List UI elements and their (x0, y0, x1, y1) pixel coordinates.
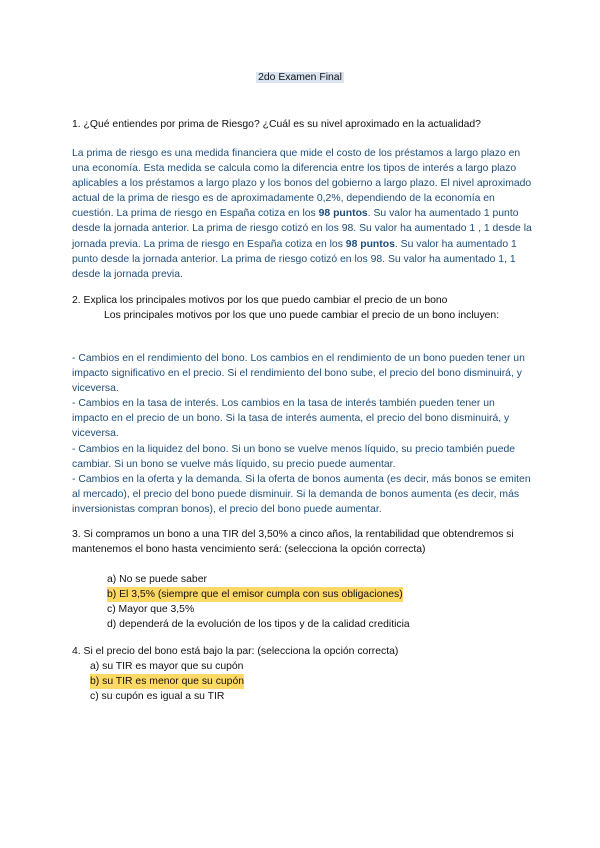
question-3: 3. Si compramos un bono a una TIR del 3,50% a cinco años, la rentabilidad que obtendremos si mantenemos el bono hasta vencimiento será: (selecciona la opción correcta) (72, 529, 514, 556)
answer-2-item: - Cambios en la tasa de interés. Los cambios en la tasa de interés también pueden tener un impacto en el precio de un bono. Si la tasa de interés aumenta, el precio del bono disminuirá, y viceversa. (72, 398, 510, 440)
q3-option-b-highlighted: b) El 3,5% (siempre que el emisor cumpla con sus obligaciones) (107, 587, 403, 602)
page-title (0, 72, 600, 83)
question-1: 1. ¿Qué entiendes por prima de Riesgo? ¿Cuál es su nivel aproximado en la actualidad? (72, 119, 481, 130)
q3-option-d: d) dependerá de la evolución de los tipos y de la calidad crediticia (107, 619, 410, 630)
q4-option-b-highlighted: b) su TIR es menor que su cupón (90, 674, 244, 689)
title-text: 2do Examen Final (258, 72, 342, 83)
q4-option-c: c) su cupón es igual a su TIR (90, 691, 225, 702)
answer-1: La prima de riesgo es una medida financiera que mide el costo de los préstamos a largo plazo en una economía. Esta medida se calcula como la diferencia entre los tipos de interés a largo plazo aplicables a los préstamos a largo plazo y los bonos del gobierno a largo plazo. El nivel aproximado actual de la prima de riesgo es de aproximadamente 0,2%, dependiendo de la economía en cuestión. La prima de riesgo en España cotiza en los 98 puntos. Su valor ha aumentado 1 punto desde la jornada anterior. La prima de riesgo cotizó en los 98. Su valor ha aumentado 1 , 1 desde la jornada previa. La prima de riesgo en España cotiza en los 98 puntos. Su valor ha aumentado 1 punto desde la jornada anterior. La prima de riesgo cotizó en los 98. Su valor ha aumentado 1, 1 desde la jornada previa. (72, 148, 532, 280)
question-2: 2. Explica los principales motivos por los que puedo cambiar el precio de un bono (72, 295, 448, 306)
answer-2-item: - Cambios en el rendimiento del bono. Los cambios en el rendimiento de un bono pueden tener un impacto significativo en el precio. Si el rendimiento del bono sube, el precio del bono disminuirá, y viceversa. (72, 353, 525, 395)
q4-option-a: a) su TIR es mayor que su cupón (90, 661, 244, 672)
answer-2-item: - Cambios en la oferta y la demanda. Si la oferta de bonos aumenta (es decir, más bonos se emiten al mercado), el precio del bono puede disminuir. Si la demanda de bonos aumenta (es decir, más inversionistas compran bonos), el precio del bono puede aumentar. (72, 473, 531, 515)
q3-option-a: a) No se puede saber (107, 574, 207, 585)
question-2-intro: Los principales motivos por los que uno puede cambiar el precio de un bono incluyen: (104, 310, 500, 321)
question-4: 4. Si el precio del bono está bajo la par: (selecciona la opción correcta) (72, 646, 399, 657)
answer-2-item: - Cambios en la liquidez del bono. Si un bono se vuelve menos líquido, su precio también puede cambiar. Si un bono se vuelve más líquido, su precio puede aumentar. (72, 443, 516, 470)
answer-2 (72, 351, 534, 517)
q3-option-c: c) Mayor que 3,5% (107, 604, 195, 615)
